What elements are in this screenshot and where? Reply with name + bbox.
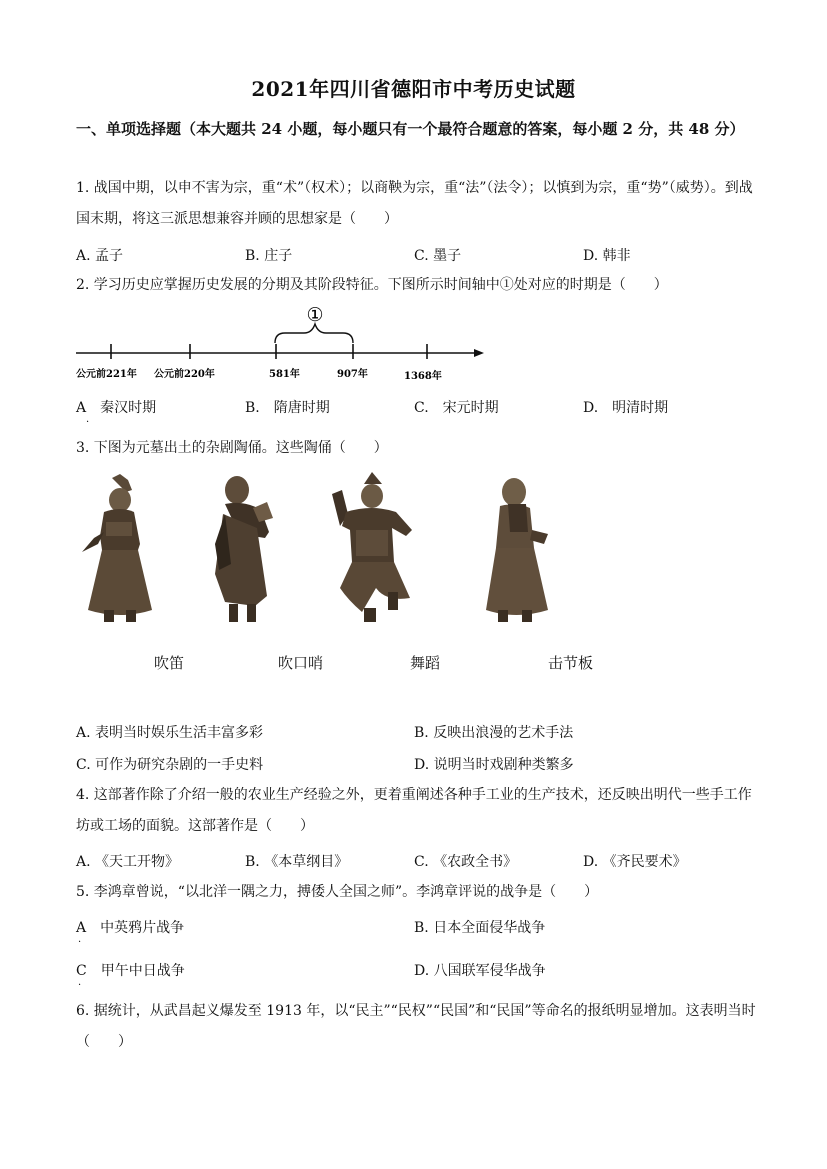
- q3-option-a: A. 表明当时娱乐生活丰富多彩: [76, 725, 264, 741]
- figure-caption: 吹笛: [154, 654, 185, 672]
- question-6-stem: 6. 据统计，从武昌起义爆发至 1913 年，以“民主”“民权”“民国”和“民国”等命名的报纸明显增加。这表明当时（ ）: [76, 1003, 756, 1050]
- question-1-stem: 1. 战国中期，以申不害为宗，重“术”（权术）；以商鞅为宗，重“法”（法令）；以慎到为宗，重“势”（威势）。到战国末期，将这三派思想兼容并顾的思想家是（ ）: [76, 180, 753, 227]
- q5-option-b: B. 日本全面侵华战争: [414, 920, 546, 936]
- timeline: [72, 302, 492, 387]
- q2-option-b: B. 隋唐时期: [245, 400, 330, 416]
- timeline-brace: [275, 324, 353, 343]
- q3-option-c: C. 可作为研究杂剧的一手史料: [76, 757, 264, 773]
- page-title: 2021年四川省德阳市中考历史试题: [251, 77, 576, 101]
- question-5-stem: 5. 李鸿章曾说，“以北洋一隅之力，搏倭人全国之师”。李鸿章评说的战争是（ ）: [76, 884, 599, 900]
- q1-option-a: A. 孟子: [76, 248, 124, 264]
- timeline-arrow-icon: [474, 349, 484, 357]
- section-heading: 一、单项选择题（本大题共 24 小题，每小题只有一个最符合题意的答案，每小题 2 分，共 48 分）: [76, 120, 745, 138]
- question-3-stem: 3. 下图为元墓出土的杂剧陶俑。这些陶俑（ ）: [76, 440, 388, 456]
- q4-option-b: B. 《本草纲目》: [245, 854, 349, 870]
- timeline-tick-label: 公元前220年: [154, 369, 215, 380]
- figure-caption: 吹口哨: [278, 654, 324, 672]
- figure-caption: 击节板: [548, 654, 594, 672]
- clapper-figurine-icon: [478, 474, 558, 633]
- question-2-stem: 2. 学习历史应掌握历史发展的分期及其阶段特征。下图所示时间轴中①处对应的时期是（ ）: [76, 277, 668, 293]
- timeline-svg: [72, 302, 492, 387]
- q5-option-d: D. 八国联军侵华战争: [414, 963, 546, 979]
- q2-option-a: A 秦汉时期: [76, 400, 157, 416]
- q3-option-d: D. 说明当时戏剧种类繁多: [414, 757, 574, 773]
- q1-option-b: B. 庄子: [245, 248, 293, 264]
- q4-option-d: D. 《齐民要术》: [583, 854, 687, 870]
- q1-option-c: C. 墨子: [414, 248, 462, 264]
- timeline-tick-label: 907年: [337, 369, 368, 380]
- q2-option-c: C. 宋元时期: [414, 400, 499, 416]
- q2-option-d: D. 明清时期: [583, 400, 669, 416]
- question-4-stem: 4. 这部著作除了介绍一般的农业生产经验之外，更着重阐述各种手工业的生产技术，还反映出明代一些手工作坊或工场的面貌。这部著作是（ ）: [76, 787, 752, 834]
- dancer-figurine-icon: [326, 470, 421, 634]
- figure-caption: 舞蹈: [410, 654, 441, 672]
- q5-option-a: A 中英鸦片战争: [76, 920, 185, 936]
- timeline-tick-label: 1368年: [404, 371, 442, 382]
- q1-option-d: D. 韩非: [583, 248, 631, 264]
- timeline-tick-label: 公元前221年: [76, 369, 137, 380]
- q4-option-c: C. 《农政全书》: [414, 854, 518, 870]
- timeline-marker: ①: [306, 304, 324, 326]
- q3-option-b: B. 反映出浪漫的艺术手法: [414, 725, 574, 741]
- flute-player-figurine-icon: [74, 474, 164, 633]
- q4-option-a: A. 《天工开物》: [76, 854, 180, 870]
- timeline-tick-label: 581年: [269, 369, 300, 380]
- q5-option-c: C 甲午中日战争: [76, 963, 185, 979]
- whistler-figurine-icon: [209, 474, 284, 633]
